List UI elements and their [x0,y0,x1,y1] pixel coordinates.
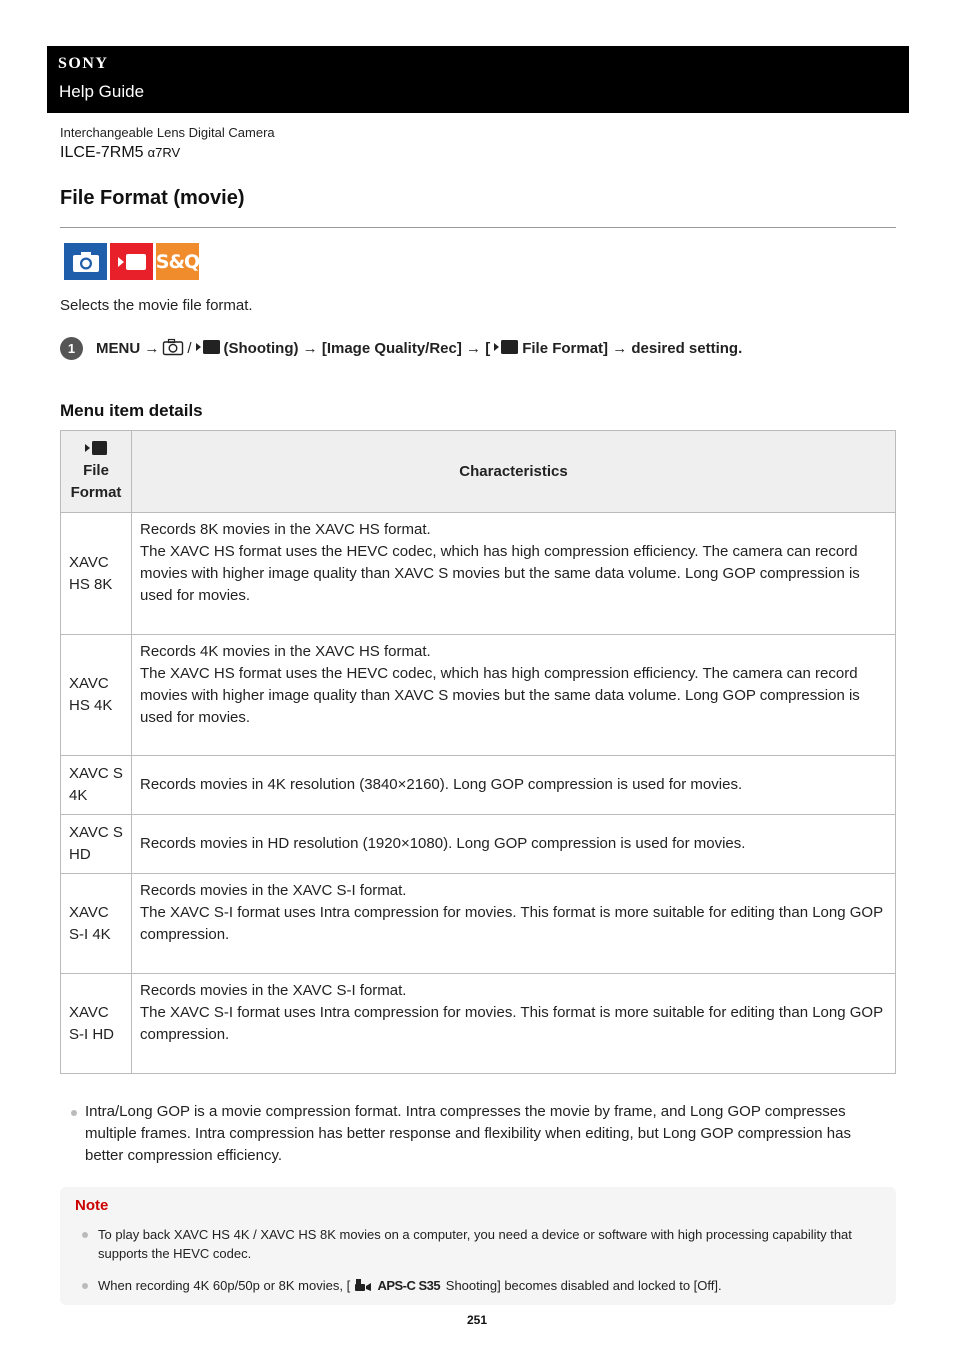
intro-text: Selects the movie file format. [60,297,253,314]
menu-item-details-table [60,430,896,1074]
procedure-step [60,337,742,360]
format-name: XAVC S HD [61,815,132,874]
step-setting-text: File Format] → desired setting. [522,340,743,357]
format-description: Records 8K movies in the XAVC HS format. The XAVC HS format uses the HEVC codec, which has high compression efficiency. The camera can record movies with higher image quality than XAVC S movies but the same data volume. Long GOP compression is used for movies. [132,513,896,635]
movie-mode-icon [493,339,519,359]
file-format-header [61,431,132,513]
aps-c-s35-icon: APS-C S35 [377,1278,441,1293]
page-title: File Format (movie) [60,187,245,209]
format-description: Records 4K movies in the XAVC HS format. The XAVC HS format uses the HEVC codec, which has high compression efficiency. The camera can record movies with higher image quality than XAVC S movies but the same data volume. Long GOP compression is used for movies. [132,635,896,756]
list-item: To play back XAVC HS 4K / XAVC HS 8K movies on a computer, you need a device or software with high processing capability that supports the HEVC codec. [82,1225,882,1263]
table-row [61,974,896,1074]
s-and-q-icon: S&Q [156,243,199,280]
file-format-label: File Format [70,461,122,501]
format-description: Records movies in 4K resolution (3840×2160). Long GOP compression is used for movies. [132,756,896,815]
sony-logo[interactable]: SONY [58,55,109,72]
movie-mode-icon [65,440,127,460]
table-row [61,874,896,974]
format-name: XAVC S 4K [61,756,132,815]
format-name: XAVC HS 8K [61,513,132,635]
section-heading: Menu item details [60,401,203,420]
format-name: XAVC HS 4K [61,635,132,756]
table-row [61,756,896,815]
note-item-text-after: Shooting] becomes disabled and locked to [Off]. [445,1278,722,1293]
model-name [60,144,180,162]
page-number: 251 [466,1313,488,1327]
camera-icon [64,243,107,280]
info-bullet-list [69,1101,891,1167]
table-row [61,635,896,756]
camera-outline-icon [162,338,184,360]
note-title: Note [75,1197,109,1214]
list-item [82,1276,882,1295]
table-header-row [61,431,896,513]
model-code: ILCE-7RM5 [60,144,144,161]
format-description: Records movies in the XAVC S-I format. The XAVC S-I format uses Intra compression for movies. This format is more suitable for editing than Long GOP compression. [132,874,896,974]
movie-still-icon [354,1278,376,1293]
note-box [60,1187,896,1305]
table-row [61,815,896,874]
note-item-text-before: When recording 4K 60p/50p or 8K movies, [ [98,1278,351,1293]
list-item: Intra/Long GOP is a movie compression format. Intra compresses the movie by frame, and Long GOP compresses multiple frames. Intra compression has better response and flexibility when editing, but Long GOP compression has better compression efficiency. [69,1101,891,1167]
step-number-badge: 1 [60,337,83,360]
step-menu-text: MENU → [96,340,160,357]
characteristics-header: Characteristics [132,431,896,513]
mode-icons [64,243,199,280]
format-description: Records movies in the XAVC S-I format. The XAVC S-I format uses Intra compression for movies. This format is more suitable for editing than Long GOP compression. [132,974,896,1074]
format-name: XAVC S-I HD [61,974,132,1074]
site-header [47,46,909,113]
slash-separator: / [187,340,192,357]
title-divider [60,227,896,228]
note-list [82,1225,882,1308]
help-guide-title[interactable]: Help Guide [59,82,145,101]
format-name: XAVC S-I 4K [61,874,132,974]
movie-icon [110,243,153,280]
movie-mode-icon [195,339,221,359]
table-row [61,513,896,635]
format-description: Records movies in HD resolution (1920×1080). Long GOP compression is used for movies. [132,815,896,874]
step-shooting-text: (Shooting) → [Image Quality/Rec] → [ [223,340,491,357]
product-line: Interchangeable Lens Digital Camera [60,125,275,140]
model-alias: α7RV [147,145,181,160]
